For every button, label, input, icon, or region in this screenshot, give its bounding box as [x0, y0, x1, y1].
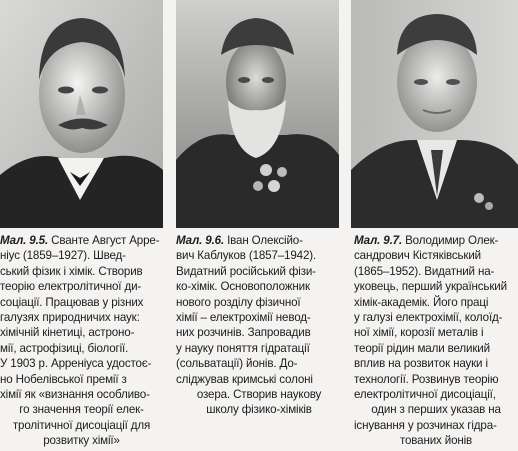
caption-line: сандрович Кістяківський [354, 249, 482, 263]
caption-line: Мал. 9.6. Іван Олексійо- [176, 234, 303, 247]
caption-line: нового розділу фізичної [176, 295, 301, 309]
caption-line: но Нобелівської премії з [0, 372, 127, 386]
caption-line: ної хімії, корозії металів і [354, 326, 484, 340]
caption-line: тролітичної дисоціації для [12, 418, 151, 432]
caption-line: теорії рідин мали великий [354, 341, 490, 355]
caption-line: ніус (1859–1927). Швед- [0, 249, 126, 263]
caption-line: один з перших указав на [371, 403, 501, 417]
caption-line: школу фізико-хіміків [206, 403, 312, 417]
caption-line: вич Каблуков (1857–1942). [176, 249, 317, 263]
caption-line: електролітичної дисоціації, [354, 388, 496, 402]
caption-line: мії, астрофізиці, біології. [0, 341, 129, 355]
caption-line: хімії – електрохімії невод- [176, 311, 311, 325]
figure-label: Мал. 9.5. [0, 234, 49, 247]
caption-line: (сольватації) йонів. До- [176, 357, 298, 371]
caption-kistiakovsky [354, 233, 518, 449]
portrait-arrhenius [0, 0, 163, 228]
caption-line: соціації. Працював у різних [0, 295, 144, 309]
portrait-kablukov [176, 0, 339, 228]
caption-line: розвитку хімії» [43, 434, 120, 448]
caption-line: існування у розчинах гідра- [354, 418, 497, 432]
caption-line: них розчинів. Запровадив [176, 326, 311, 340]
caption-line: технології. Розвинув теорію [354, 372, 499, 386]
caption-line: хімік-академік. Його праці [354, 295, 489, 309]
caption-line: галузях природничих наук: [0, 311, 140, 325]
caption-line: теорію електролітичної ди- [0, 280, 142, 294]
caption-arrhenius [0, 233, 163, 449]
caption-line: ко-хімік. Основоположник [176, 280, 310, 294]
caption-kablukov [176, 233, 342, 418]
caption-line: вплив на розвиток науки і [354, 357, 488, 371]
caption-line: Видатний російський фізи- [176, 264, 316, 278]
caption-line: Мал. 9.7. Володимир Олек- [354, 234, 499, 247]
portrait-kistiakovsky [351, 0, 518, 228]
caption-line: тованих йонів [399, 434, 473, 448]
caption-line: у науку поняття гідратації [176, 341, 310, 355]
caption-line: сліджував кримські солоні [176, 372, 313, 386]
caption-line: у галузі електрохімії, колоїд- [354, 311, 503, 325]
caption-line: У 1903 р. Арреніуса удостоє- [0, 357, 152, 371]
caption-line: ський фізик і хімік. Створив [0, 264, 143, 278]
caption-line: хімії як «визнання особливо- [0, 388, 150, 402]
caption-line: (1865–1952). Видатний на- [354, 264, 495, 278]
caption-line: Мал. 9.5. Сванте Август Арре- [0, 234, 160, 247]
caption-line: уковець, перший український [354, 280, 507, 294]
caption-line: озера. Створив наукову [196, 388, 322, 402]
figure-label: Мал. 9.6. [176, 234, 225, 247]
caption-line: хімічній кінетиці, астроно- [0, 326, 135, 340]
figure-label: Мал. 9.7. [354, 234, 403, 247]
caption-line: го значення теорії елек- [19, 403, 144, 417]
